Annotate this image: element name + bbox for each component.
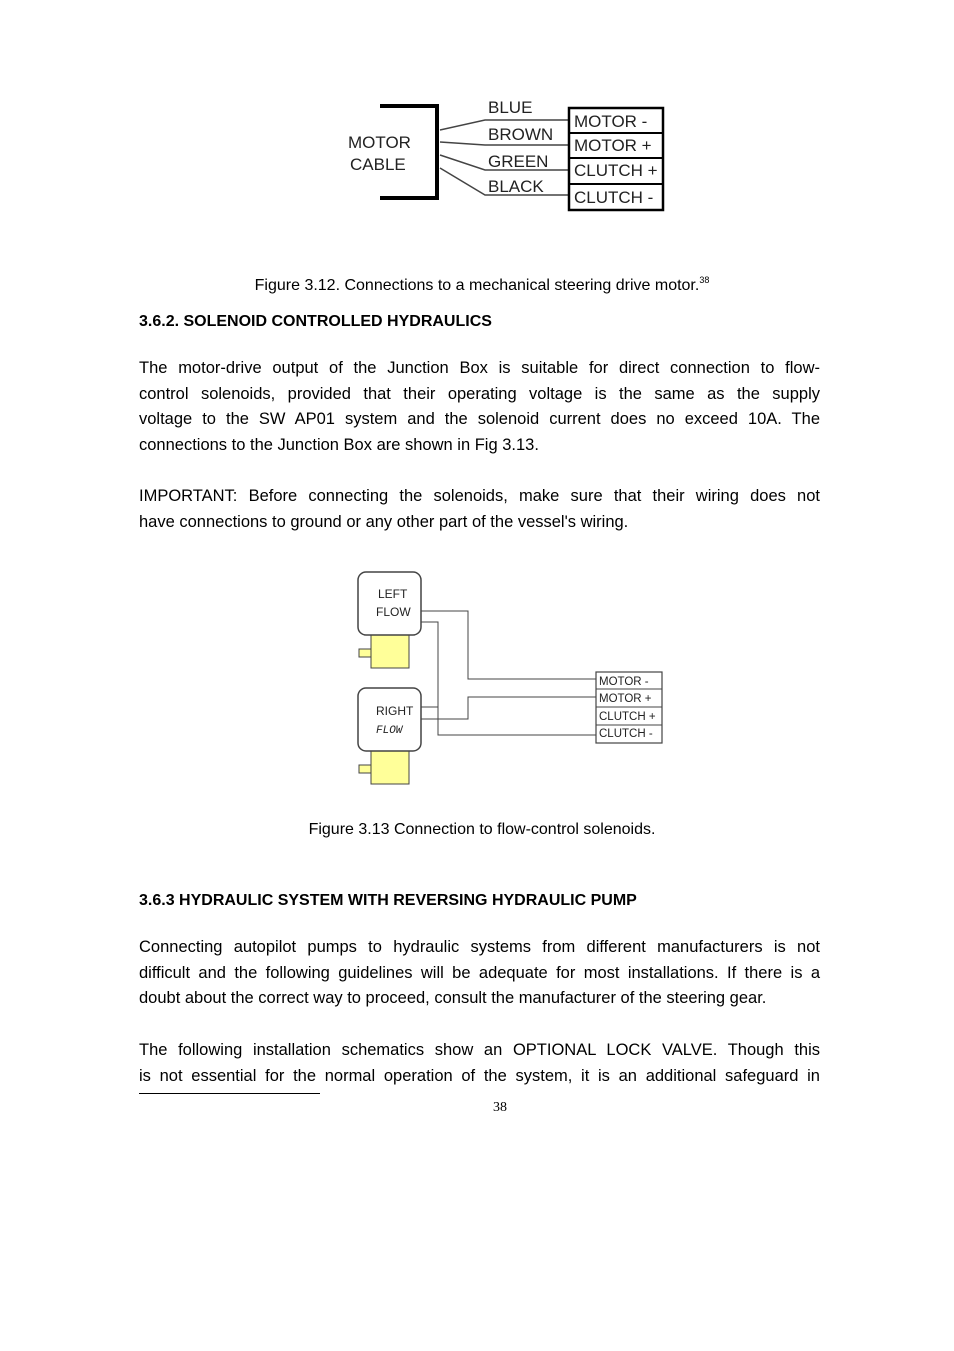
svg-text:FLOW: FLOW	[376, 725, 403, 737]
section-heading-3-6-2: 3.6.2. SOLENOID CONTROLLED HYDRAULICS	[139, 313, 492, 330]
svg-text:MOTOR +: MOTOR +	[599, 693, 652, 705]
svg-text:RIGHT: RIGHT	[376, 704, 414, 718]
solenoid-diagram	[350, 565, 670, 790]
cable-bracket	[380, 106, 437, 198]
svg-text:MOTOR -: MOTOR -	[599, 676, 649, 688]
terminal-clutch-plus: CLUTCH +	[574, 161, 658, 180]
paragraph-reversing-pump: Connecting autopilot pumps to hydraulic systems from different manufacturers is not difficult and the following guidelines will be adequate for most installations. If there is a doubt about the correct way to proceed, consult the manufacturer of the steering gear.	[139, 938, 820, 1007]
motor-cable-diagram	[340, 92, 680, 222]
left-flow-solenoid	[358, 572, 421, 635]
paragraph-lock-valve: The following installation schematics show an OPTIONAL LOCK VALVE. Though this is not essential for the normal operation of the system, it is an additional safeguard in	[139, 1041, 820, 1085]
right-solenoid-coil	[371, 748, 409, 784]
paragraph-important: IMPORTANT: Before connecting the solenoids, make sure that their wiring does not have connections to ground or any other part of the vessel's wiring.	[139, 487, 820, 531]
svg-text:CLUTCH -: CLUTCH -	[599, 728, 653, 740]
section-heading-3-6-3: 3.6.3 HYDRAULIC SYSTEM WITH REVERSING HYDRAULIC PUMP	[139, 892, 637, 909]
paragraph-solenoid-intro: The motor-drive output of the Junction Box is suitable for direct connection to flow- control solenoids, provided that their operating voltage is the same as the supply voltage to the SW AP01 system and the solenoid current does no exceed 10A. The connections to the Junction Box are shown in Fig 3.13.	[139, 359, 820, 454]
footnote-rule	[139, 1093, 320, 1094]
figure-3-12-caption: Figure 3.12. Connections to a mechanical steering drive motor.$^{38}$	[254, 275, 710, 294]
wire-label-blue: BLUE	[488, 98, 533, 117]
cable-label-line2: CABLE	[350, 155, 406, 174]
terminal-motor-minus: MOTOR -	[574, 112, 648, 131]
left-solenoid-coil	[371, 632, 409, 668]
right-flow-solenoid	[358, 688, 421, 751]
wire-label-green: GREEN	[488, 152, 549, 171]
svg-text:LEFT: LEFT	[378, 587, 408, 601]
svg-text:FLOW: FLOW	[376, 605, 411, 619]
terminal-clutch-minus: CLUTCH -	[574, 188, 654, 207]
svg-text:CLUTCH +: CLUTCH +	[599, 711, 656, 723]
page-number: 38	[493, 1100, 507, 1115]
cable-label-line1: MOTOR	[348, 133, 411, 152]
wire-label-black: BLACK	[488, 177, 544, 196]
solenoid-wiring	[421, 611, 596, 735]
footnote-ref: 38	[699, 275, 710, 285]
wire-label-brown: BROWN	[488, 125, 554, 144]
terminal-motor-plus: MOTOR +	[574, 136, 652, 155]
figure-3-13-caption: Figure 3.13 Connection to flow-control solenoids.	[308, 821, 656, 838]
